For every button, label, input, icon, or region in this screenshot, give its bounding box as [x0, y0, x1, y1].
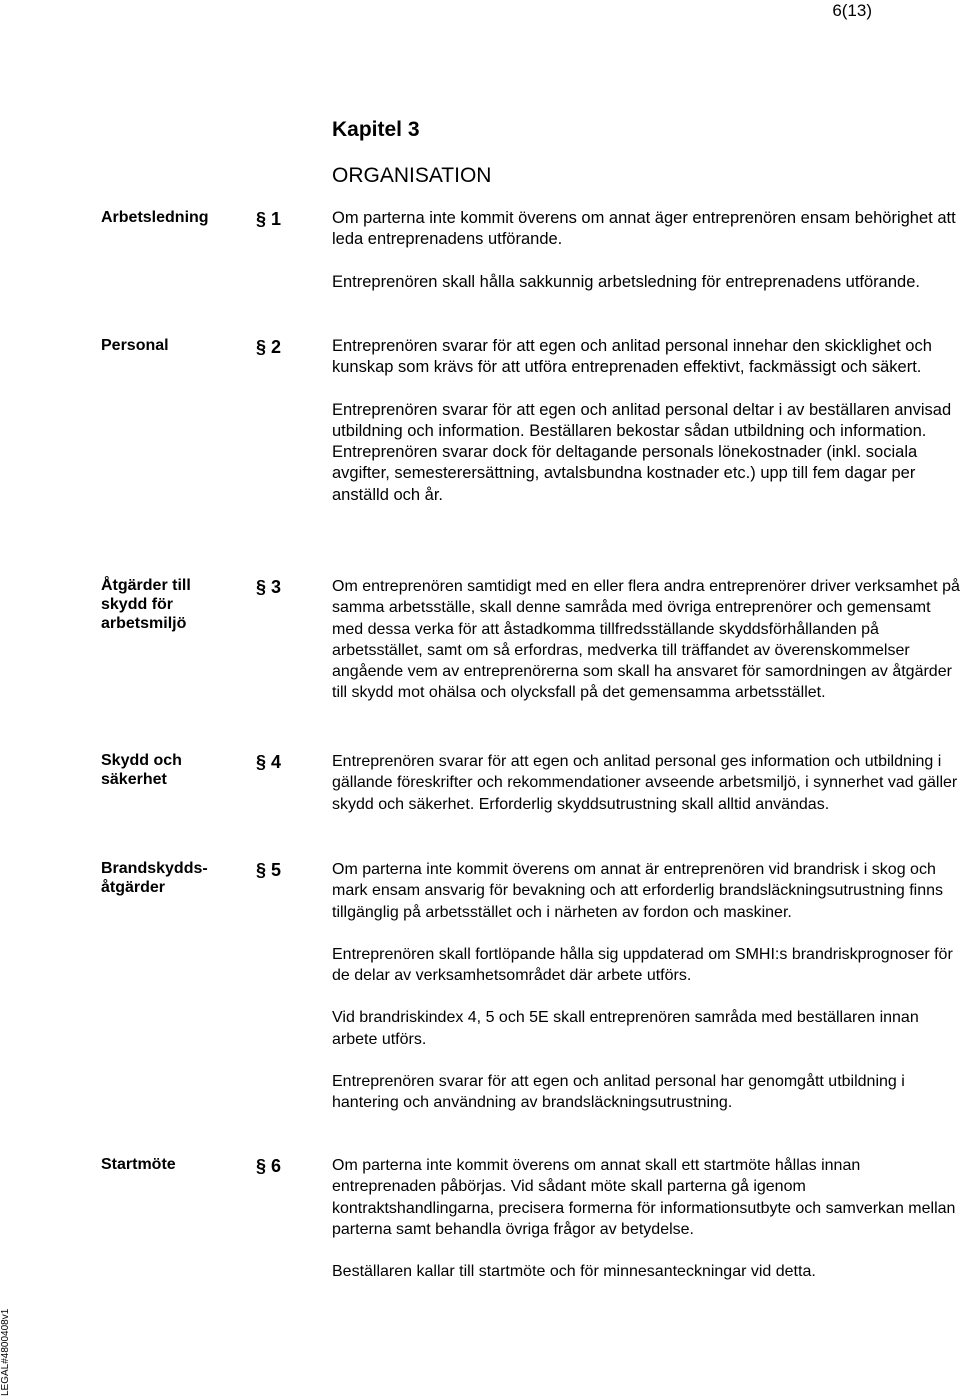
- section-label: Brandskydds-åtgärder: [101, 860, 208, 896]
- section-number-value: 2: [271, 337, 282, 357]
- chapter-subtitle: ORGANISATION: [332, 164, 492, 187]
- section-number-value: 3: [271, 577, 282, 597]
- paragraph: Entreprenören skall fortlöpande hålla sig uppdaterad om SMHI:s brandriskprognoser för de delar av verksamhetsområdet där arbete utförs.: [332, 945, 953, 985]
- chapter-title: Kapitel 3: [332, 118, 420, 141]
- section-body: [332, 859, 960, 1114]
- section-number-value: 1: [271, 209, 282, 229]
- section-label: Arbetsledning: [101, 209, 209, 226]
- paragraph: Beställaren kallar till startmöte och för minnesanteckningar vid detta.: [332, 1263, 816, 1281]
- paragraph: Om parterna inte kommit överens om annat skall ett startmöte hållas innan entreprenaden påbörjas. Vid sådant möte skall parterna gå igenom kontraktshandlingarna, precisera formerna för informationsutbyte och samverkan mellan parterna samt behandla övriga frågor av betydelse.: [332, 1157, 956, 1238]
- section-label: Personal: [101, 337, 169, 354]
- section-number: [256, 1155, 281, 1177]
- section-label: Startmöte: [101, 1156, 176, 1173]
- section-number: [256, 208, 281, 230]
- paragraph: Entreprenören svarar för att egen och anlitad personal deltar i av beställaren anvisad utbildning och information. Beställaren bekostar sådan utbildning och information. Entreprenören svarar dock för deltagande personals lönekostnader (inkl. sociala avgifter, semesterersättning, avtalsbundna kostnader etc.) upp till fem dagar per anställd och år.: [332, 400, 952, 504]
- paragraph: Entreprenören skall hålla sakkunnig arbetsledning för entreprenadens utförande.: [332, 272, 920, 291]
- section-body: [332, 336, 960, 506]
- section-label: Åtgärder till skydd för arbetsmiljö: [101, 577, 191, 632]
- document-reference-stamp: [0, 1296, 14, 1396]
- section-number: [256, 576, 281, 598]
- paragraph: Om entreprenören samtidigt med en eller flera andra entreprenörer driver verksamhet på samma arbetsställe, skall denne samråda med övriga entreprenörer och gemensamt med dessa verka för att åstadkomma tillfredsställande skyddsförhållanden på arbetsstället, samt om så erfordras, medverka till träffandet av överenskommelser angående vem av entreprenörerna som skall ha ansvaret för samordningen av åtgärder till skydd mot ohälsa och olycksfall på det gemensamma arbetsstället.: [332, 578, 960, 702]
- section-body: [332, 208, 960, 293]
- section-label: Skydd och säkerhet: [101, 752, 182, 788]
- paragraph: Vid brandriskindex 4, 5 och 5E skall entreprenören samråda med beställaren innan arbete utförs.: [332, 1009, 919, 1048]
- document-reference-text: LEGAL#4800408v1: [0, 1308, 11, 1396]
- paragraph-symbol: §: [256, 752, 267, 772]
- paragraph-symbol: §: [256, 1156, 267, 1176]
- section-number-value: 4: [271, 752, 282, 772]
- page-number: 6(13): [832, 1, 872, 20]
- section-number: [256, 751, 281, 773]
- section-body: [332, 751, 960, 815]
- paragraph-symbol: §: [256, 860, 267, 880]
- section-number-value: 6: [271, 1156, 282, 1176]
- section-number: [256, 859, 281, 881]
- paragraph-symbol: §: [256, 577, 267, 597]
- paragraph: Om parterna inte kommit överens om annat är entreprenören vid brandrisk i skog och mark ensam ansvarig för bevakning och att erforderlig brandsläckningsutrustning finns tillgänglig på arbetsstället och i närheten av fordon och maskiner.: [332, 861, 943, 921]
- paragraph: Entreprenören svarar för att egen och anlitad personal innehar den skicklighet och kunskap som krävs för att utföra entreprenaden effektivt, fackmässigt och säkert.: [332, 337, 932, 377]
- paragraph: Entreprenören svarar för att egen och anlitad personal har genomgått utbildning i hantering och användning av brandsläckningsutrustning.: [332, 1073, 905, 1112]
- paragraph: Entreprenören svarar för att egen och anlitad personal ges information och utbildning i gällande föreskrifter och rekommendationer avseende arbetsmiljö, i synnerhet vad gäller skydd och säkerhet. Erforderlig skyddsutrustning skall alltid användas.: [332, 753, 958, 813]
- section-body: [332, 576, 960, 704]
- paragraph-symbol: §: [256, 209, 267, 229]
- paragraph-symbol: §: [256, 337, 267, 357]
- section-body: [332, 1155, 960, 1282]
- section-number: [256, 336, 281, 358]
- section-number-value: 5: [271, 860, 282, 880]
- paragraph: Om parterna inte kommit överens om annat äger entreprenören ensam behörighet att leda entreprenadens utförande.: [332, 209, 956, 249]
